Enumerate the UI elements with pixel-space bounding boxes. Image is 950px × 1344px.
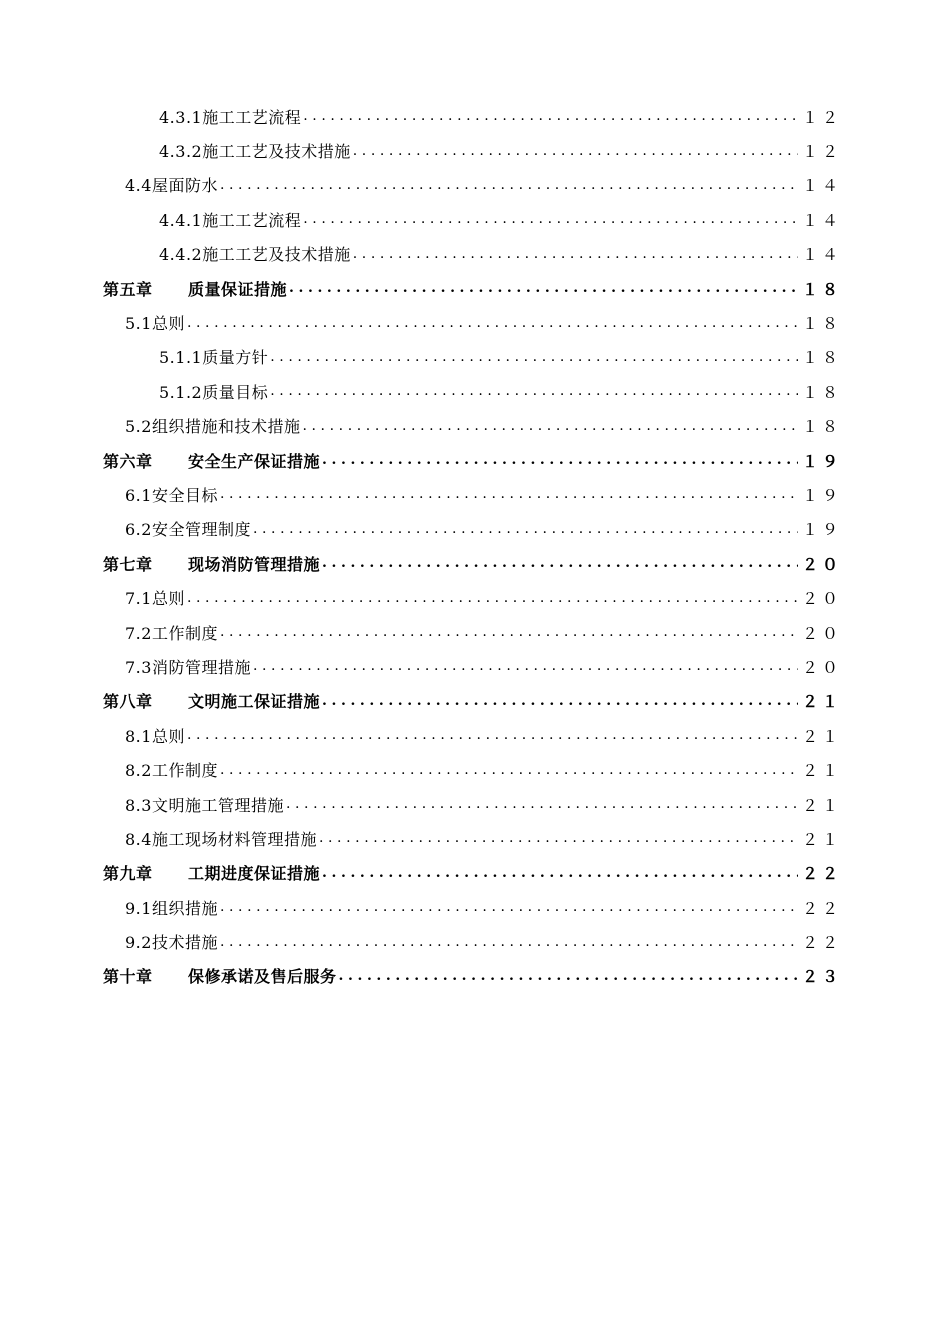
toc-dot-leader — [319, 831, 798, 845]
toc-chapter-entry[interactable] — [0, 546, 950, 580]
toc-dot-leader — [322, 694, 798, 708]
toc-dot-leader — [303, 212, 798, 226]
toc-entry-title: 4.3.2施工工艺及技术措施 — [159, 142, 351, 162]
toc-section-entry[interactable] — [0, 168, 950, 202]
toc-dot-leader — [253, 522, 798, 536]
toc-page-number: ２１ — [801, 829, 842, 849]
toc-entry-title: 5.1.2质量目标 — [159, 382, 269, 402]
toc-chapter-entry[interactable] — [0, 271, 950, 305]
toc-entry-title: 8.2工作制度 — [125, 761, 218, 781]
toc-page-number: １８ — [801, 417, 842, 437]
toc-section-entry[interactable] — [0, 99, 950, 133]
toc-entry-title: 8.3文明施工管理措施 — [125, 795, 284, 815]
toc-dot-leader — [220, 625, 798, 639]
toc-chapter-entry[interactable] — [0, 443, 950, 477]
toc-page-number: ２０ — [801, 589, 842, 609]
toc-section-entry[interactable] — [0, 340, 950, 374]
toc-dot-leader — [253, 659, 798, 673]
toc-chapter-number: 第九章 — [103, 864, 153, 884]
toc-section-entry[interactable] — [0, 615, 950, 649]
toc-entry-title: 5.1.1质量方针 — [159, 348, 269, 368]
toc-chapter-title: 安全生产保证措施 — [188, 451, 321, 471]
toc-entry-title — [103, 449, 320, 472]
toc-page-number: １８ — [801, 382, 842, 402]
toc-entry-title: 5.2组织措施和技术措施 — [125, 417, 301, 437]
toc-page-number: ２０ — [801, 623, 842, 643]
toc-section-entry[interactable] — [0, 512, 950, 546]
toc-page-number: １８ — [801, 348, 842, 368]
toc-chapter-title: 质量保证措施 — [188, 279, 288, 299]
toc-chapter-entry[interactable] — [0, 856, 950, 890]
toc-page-number: ２１ — [801, 726, 842, 746]
toc-entry-title: 4.4屋面防水 — [125, 176, 218, 196]
toc-page-number: １４ — [801, 210, 842, 230]
toc-entry-title: 7.3消防管理措施 — [125, 657, 251, 677]
toc-dot-leader — [322, 866, 798, 880]
toc-entry-title: 7.2工作制度 — [125, 623, 218, 643]
toc-page-number: ２１ — [801, 761, 842, 781]
toc-section-entry[interactable] — [0, 409, 950, 443]
toc-section-entry[interactable] — [0, 133, 950, 167]
toc-entry-title: 4.4.1施工工艺流程 — [159, 210, 302, 230]
toc-entry-title: 4.3.1施工工艺流程 — [159, 107, 302, 127]
toc-page-number: ２０ — [801, 554, 842, 574]
toc-dot-leader — [322, 453, 798, 467]
toc-chapter-number: 第七章 — [103, 554, 153, 574]
toc-entry-title: 9.1组织措施 — [125, 898, 218, 918]
toc-section-entry[interactable] — [0, 580, 950, 614]
toc-dot-leader — [353, 144, 798, 158]
toc-entry-title — [103, 964, 337, 987]
toc-dot-leader — [322, 556, 798, 570]
toc-section-entry[interactable] — [0, 305, 950, 339]
toc-chapter-title: 工期进度保证措施 — [188, 864, 321, 884]
toc-chapter-entry[interactable] — [0, 684, 950, 718]
toc-dot-leader — [353, 247, 798, 261]
toc-page-number: ２２ — [801, 933, 842, 953]
toc-page-number: １８ — [801, 314, 842, 334]
toc-page-number: ２１ — [801, 692, 842, 712]
toc-page-number: １８ — [801, 279, 842, 299]
toc-page-number: ２３ — [801, 967, 842, 987]
toc-dot-leader — [220, 487, 798, 501]
toc-chapter-title: 文明施工保证措施 — [188, 692, 321, 712]
toc-dot-leader — [270, 384, 798, 398]
toc-chapter-number: 第十章 — [103, 967, 153, 987]
toc-section-entry[interactable] — [0, 890, 950, 924]
toc-entry-title — [103, 277, 287, 300]
toc-entry-title: 6.2安全管理制度 — [125, 520, 251, 540]
toc-section-entry[interactable] — [0, 477, 950, 511]
toc-section-entry[interactable] — [0, 374, 950, 408]
toc-entry-title — [103, 861, 320, 884]
toc-chapter-number: 第五章 — [103, 279, 153, 299]
toc-section-entry[interactable] — [0, 752, 950, 786]
toc-chapter-number: 第六章 — [103, 451, 153, 471]
toc-page-number: １２ — [801, 107, 842, 127]
toc-dot-leader — [220, 178, 798, 192]
toc-dot-leader — [303, 109, 798, 123]
toc-dot-leader — [286, 797, 798, 811]
toc-entry-title: 8.1总则 — [125, 726, 185, 746]
toc-dot-leader — [270, 350, 798, 364]
toc-section-entry[interactable] — [0, 202, 950, 236]
toc-page-number: ２１ — [801, 795, 842, 815]
toc-dot-leader — [187, 316, 798, 330]
toc-section-entry[interactable] — [0, 718, 950, 752]
toc-page-number: ２２ — [801, 898, 842, 918]
toc-entry-title — [103, 689, 320, 712]
toc-section-entry[interactable] — [0, 924, 950, 958]
toc-entry-title: 5.1总则 — [125, 314, 185, 334]
toc-dot-leader — [187, 728, 798, 742]
toc-page-number: １４ — [801, 176, 842, 196]
toc-chapter-title: 现场消防管理措施 — [188, 554, 321, 574]
toc-entry-title: 8.4施工现场材料管理措施 — [125, 829, 317, 849]
toc-entry-title: 7.1总则 — [125, 589, 185, 609]
toc-section-entry[interactable] — [0, 237, 950, 271]
toc-dot-leader — [220, 763, 798, 777]
toc-page-number: １２ — [801, 142, 842, 162]
toc-dot-leader — [302, 419, 798, 433]
toc-entry-title: 9.2技术措施 — [125, 933, 218, 953]
toc-section-entry[interactable] — [0, 649, 950, 683]
toc-page-number: １４ — [801, 245, 842, 265]
toc-section-entry[interactable] — [0, 821, 950, 855]
toc-section-entry[interactable] — [0, 787, 950, 821]
toc-entry-title: 6.1安全目标 — [125, 485, 218, 505]
toc-page-number: １９ — [801, 485, 842, 505]
toc-page-number: １９ — [801, 451, 842, 471]
toc-page-number: １９ — [801, 520, 842, 540]
toc-page-number: ２０ — [801, 657, 842, 677]
toc-dot-leader — [289, 281, 798, 295]
toc-entry-title — [103, 552, 320, 575]
toc-chapter-number: 第八章 — [103, 692, 153, 712]
toc-dot-leader — [220, 900, 798, 914]
toc-chapter-entry[interactable] — [0, 959, 950, 993]
toc-chapter-title: 保修承诺及售后服务 — [188, 967, 337, 987]
toc-entry-title: 4.4.2施工工艺及技术措施 — [159, 245, 351, 265]
toc-dot-leader — [187, 591, 798, 605]
table-of-contents — [0, 99, 950, 993]
toc-page-number: ２２ — [801, 864, 842, 884]
toc-dot-leader — [220, 935, 798, 949]
toc-dot-leader — [339, 969, 798, 983]
